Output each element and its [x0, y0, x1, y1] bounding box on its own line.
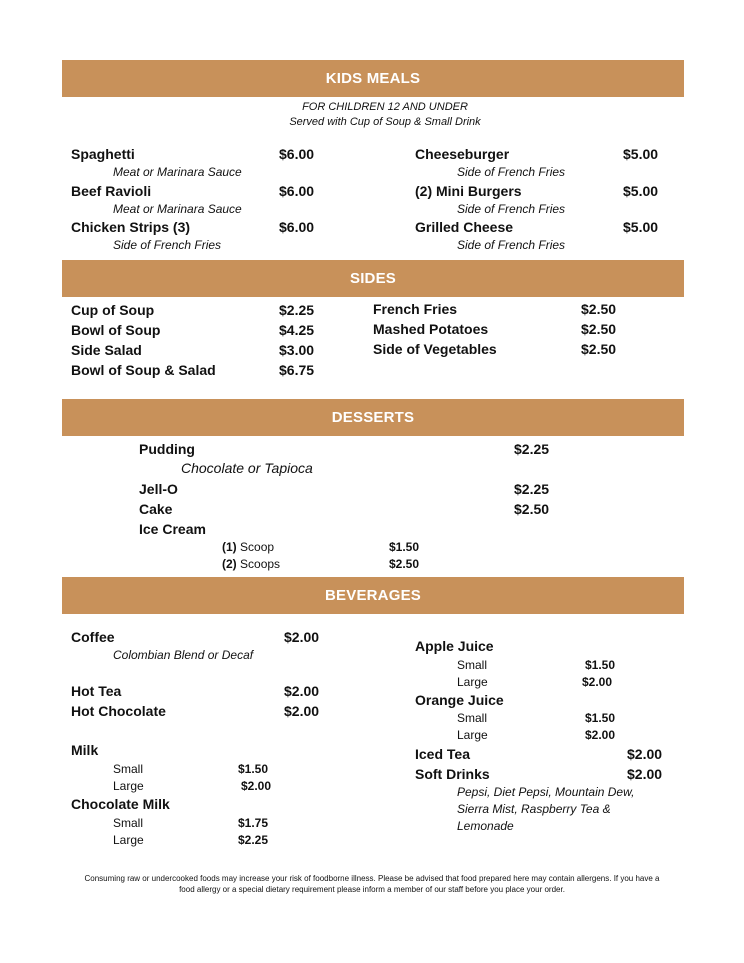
size-price: $2.00 — [241, 779, 272, 793]
sides-item-name: Side Salad — [71, 342, 142, 358]
sides-item-price: $4.25 — [279, 322, 315, 338]
kids-item-name: Grilled Cheese — [415, 219, 514, 235]
sides-item-name: Cup of Soup — [71, 302, 155, 318]
dessert-name-icecream: Ice Cream — [139, 521, 206, 537]
size-price: $2.25 — [238, 833, 269, 847]
allergen-disclaimer-line-1: Consuming raw or undercooked foods may increase your risk of foodborne illness. Please be advised that food prepared here may contain allergens. If you have a — [84, 874, 660, 883]
bev-name-hot-chocolate: Hot Chocolate — [71, 703, 166, 719]
bev-price-hot-chocolate: $2.00 — [284, 703, 320, 719]
size-price: $2.00 — [582, 675, 613, 689]
dessert-price-jello: $2.25 — [514, 481, 550, 497]
kids-item-desc: Side of French Fries — [457, 165, 566, 179]
bev-name-chocolate-milk: Chocolate Milk — [71, 796, 170, 812]
kids-item-price: $5.00 — [623, 146, 659, 162]
sides-item-price: $2.50 — [581, 321, 617, 337]
scoop-price: $1.50 — [389, 540, 420, 554]
icecream-scoop-1 — [222, 540, 274, 554]
size-label: Small — [457, 658, 488, 672]
dessert-price-pudding: $2.25 — [514, 441, 550, 457]
size-label: Small — [113, 762, 144, 776]
sides-item-price: $3.00 — [279, 342, 315, 358]
sides-item-name: Bowl of Soup — [71, 322, 161, 338]
sides-header: SIDES — [62, 260, 684, 297]
bev-name-soft-drinks: Soft Drinks — [415, 766, 490, 782]
sides-item-price: $2.50 — [581, 341, 617, 357]
icecream-scoop-2 — [222, 557, 280, 571]
sides-item-name: Mashed Potatoes — [373, 321, 489, 337]
size-label: Large — [457, 675, 488, 689]
size-price: $1.50 — [238, 762, 269, 776]
size-label: Small — [457, 711, 488, 725]
scoop-label: Scoop — [240, 540, 275, 554]
soft-drinks-desc: Pepsi, Diet Pepsi, Mountain Dew, — [457, 785, 635, 799]
kids-item-name: Beef Ravioli — [71, 183, 152, 199]
scoop-price: $2.50 — [389, 557, 420, 571]
size-label: Large — [457, 728, 488, 742]
bev-name-coffee: Coffee — [71, 629, 115, 645]
scoop-label: Scoops — [240, 557, 281, 571]
size-price: $2.00 — [585, 728, 616, 742]
bev-name-milk: Milk — [71, 742, 99, 758]
size-label: Small — [113, 816, 144, 830]
bev-name-iced-tea: Iced Tea — [415, 746, 470, 762]
soft-drinks-desc: Sierra Mist, Raspberry Tea & — [457, 802, 611, 816]
bev-desc-coffee: Colombian Blend or Decaf — [113, 648, 254, 662]
bev-name-hot-tea: Hot Tea — [71, 683, 122, 699]
dessert-price-cake: $2.50 — [514, 501, 550, 517]
kids-item-price: $5.00 — [623, 219, 659, 235]
kids-item-desc: Meat or Marinara Sauce — [113, 202, 242, 216]
kids-item-price: $5.00 — [623, 183, 659, 199]
kids-item-price: $6.00 — [279, 183, 315, 199]
sides-item-price: $2.25 — [279, 302, 315, 318]
dessert-name-cake: Cake — [139, 501, 173, 517]
allergen-disclaimer-line-2: food allergy or a special dietary requirement please inform a member of our staff before you place your order. — [179, 885, 565, 894]
bev-price-coffee: $2.00 — [284, 629, 320, 645]
sides-item-price: $6.75 — [279, 362, 315, 378]
kids-item-price: $6.00 — [279, 146, 315, 162]
kids-item-name: Cheeseburger — [415, 146, 510, 162]
bev-price-iced-tea: $2.00 — [627, 746, 663, 762]
sides-item-name: Side of Vegetables — [373, 341, 497, 357]
soft-drinks-desc: Lemonade — [457, 819, 514, 833]
bev-price-soft-drinks: $2.00 — [627, 766, 663, 782]
bev-name-apple-juice: Apple Juice — [415, 638, 494, 654]
kids-item-price: $6.00 — [279, 219, 315, 235]
kids-item-name: Spaghetti — [71, 146, 135, 162]
size-price: $1.50 — [585, 711, 616, 725]
sides-item-name: Bowl of Soup & Salad — [71, 362, 216, 378]
kids-note-age: FOR CHILDREN 12 AND UNDER — [302, 101, 468, 113]
size-label: Large — [113, 833, 144, 847]
scoop-qty: (1) — [222, 540, 237, 554]
kids-item-name: Chicken Strips (3) — [71, 219, 191, 235]
dessert-name-jello: Jell-O — [139, 481, 178, 497]
sides-item-price: $2.50 — [581, 301, 617, 317]
kids-item-desc: Meat or Marinara Sauce — [113, 165, 242, 179]
dessert-name-pudding: Pudding — [139, 441, 195, 457]
size-price: $1.75 — [238, 816, 269, 830]
bev-name-orange-juice: Orange Juice — [415, 692, 504, 708]
sides-item-name: French Fries — [373, 301, 458, 317]
kids-meals-header: KIDS MEALS — [62, 60, 684, 97]
kids-item-desc: Side of French Fries — [457, 238, 566, 252]
kids-item-desc: Side of French Fries — [113, 238, 222, 252]
dessert-desc-pudding: Chocolate or Tapioca — [181, 460, 313, 476]
kids-item-name: (2) Mini Burgers — [415, 183, 522, 199]
bev-price-hot-tea: $2.00 — [284, 683, 320, 699]
size-label: Large — [113, 779, 144, 793]
size-price: $1.50 — [585, 658, 616, 672]
kids-item-desc: Side of French Fries — [457, 202, 566, 216]
scoop-qty: (2) — [222, 557, 237, 571]
desserts-header: DESSERTS — [62, 399, 684, 436]
kids-note-served: Served with Cup of Soup & Small Drink — [289, 116, 481, 128]
beverages-header: BEVERAGES — [62, 577, 684, 614]
